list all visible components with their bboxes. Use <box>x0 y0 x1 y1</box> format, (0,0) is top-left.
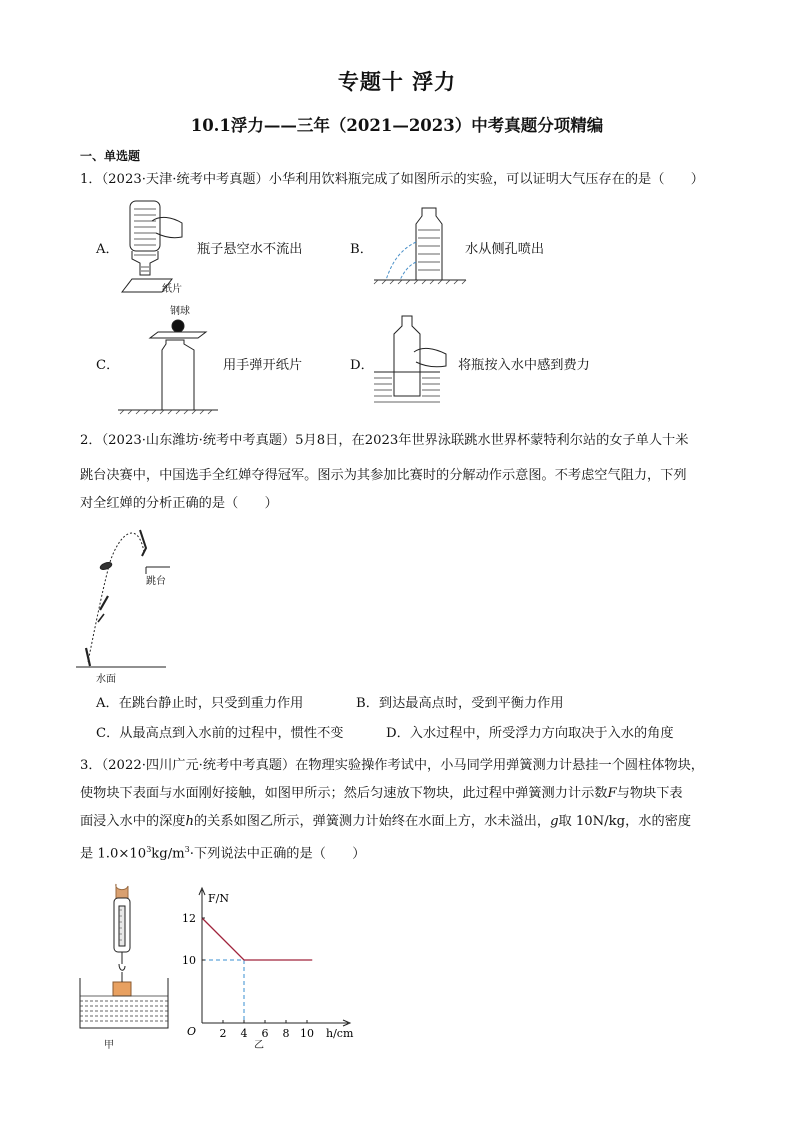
x-tick-label: 4 <box>240 1027 248 1040</box>
q1-option-b-key: B． <box>350 242 373 257</box>
q2-diving-figure <box>76 522 186 682</box>
q2-option-c: C．从最高点到入水前的过程中，惯性不变 <box>96 726 344 741</box>
steel-ball-label: 钢球 <box>170 306 190 317</box>
q2-option-a: A．在跳台静止时，只受到重力作用 <box>96 696 304 711</box>
q2-option-b: B．到达最高点时，受到平衡力作用 <box>356 696 564 711</box>
q1-option-a-text: 瓶子悬空水不流出 <box>197 242 303 257</box>
chart-axes <box>199 888 350 1026</box>
platform-label: 跳台 <box>146 576 166 587</box>
q3-figure-jia <box>76 880 176 1030</box>
x-tick-label: 6 <box>261 1027 269 1040</box>
bottle-jets-icon <box>374 208 466 284</box>
q2-option-d: D．入水过程中，所受浮力方向取决于入水的角度 <box>386 726 674 741</box>
q2-stem-line3: 对全红婵的分析正确的是（ ） <box>80 496 278 511</box>
y-tick-label: 12 <box>182 912 196 925</box>
page-title: 专题十 浮力 <box>337 69 457 94</box>
q1-option-a-key: A． <box>96 242 119 257</box>
spring-scale-beaker-icon <box>80 884 168 1028</box>
q1-option-d-key: D． <box>350 358 374 373</box>
y-axis-label: F/N <box>208 892 229 905</box>
q1-stem: 1．（2023·天津·统考中考真题）小华利用饮料瓶完成了如图所示的实验，可以证明大气压存在的是（ ） <box>80 172 704 187</box>
q3-stem-line2: 使物块下表面与水面刚好接触，如图甲所示；然后匀速放下物块，此过程中弹簧测力计示数F与物块下表 <box>80 786 683 801</box>
x-tick-label: 8 <box>282 1027 290 1040</box>
q2-stem-line1: 2．（2023·山东潍坊·统考中考真题）5月8日，在2023年世界泳联跳水世界杯蒙特利尔站的女子单人十米 <box>80 433 689 448</box>
q1-option-b-text: 水从侧孔喷出 <box>465 242 545 257</box>
water-surface-label: 水面 <box>96 674 116 685</box>
q1-option-d-text: 将瓶按入水中感到费力 <box>458 358 590 373</box>
q3-stem-line4: 是 $1.0\times 10^3kg/m^3\cdot$下列说法中正确的是（ ） <box>80 845 366 862</box>
q1-figure-c <box>118 300 228 420</box>
figure-yi-label: 乙 <box>254 1040 264 1051</box>
q1-option-c-text: 用手弹开纸片 <box>223 358 303 373</box>
series-line <box>202 918 312 960</box>
q2-stem-line2: 跳台决赛中，中国选手全红婵夺得冠军。图示为其参加比赛时的分解动作示意图。不考虑空气阻力，下列 <box>80 468 687 483</box>
x-tick-label: 10 <box>300 1027 314 1040</box>
q1-figure-a <box>110 195 200 295</box>
q3-stem-line1: 3．（2022·四川广元·统考中考真题）在物理实验操作考试中，小马同学用弹簧测力计悬挂一个圆柱体物块， <box>80 758 704 773</box>
q1-figure-b <box>370 200 470 285</box>
q1-option-c-key: C． <box>96 358 120 373</box>
x-tick-label: 2 <box>219 1027 227 1040</box>
q1-figure-d <box>370 310 460 410</box>
q3-chart <box>176 880 376 1050</box>
figure-jia-label: 甲 <box>104 1040 114 1051</box>
inverted-bottle-icon <box>122 201 182 292</box>
diver-trajectory-icon <box>76 530 170 667</box>
page-subtitle: 10.1浮力——三年（2021—2023）中考真题分项精编 <box>190 116 604 135</box>
q3-stem-line3: 面浸入水中的深度h的关系如图乙所示，弹簧测力计始终在水面上方，水未溢出，g取 10N/kg，水的密度 <box>80 814 692 829</box>
bottle-ball-icon <box>118 320 218 414</box>
x-axis-label: h/cm <box>326 1027 354 1040</box>
y-tick-label: 10 <box>182 954 196 967</box>
origin-label: O <box>186 1025 196 1038</box>
section-label: 一、单选题 <box>80 149 141 163</box>
paper-label: 纸片 <box>162 284 182 295</box>
bottle-in-water-icon <box>374 316 446 402</box>
